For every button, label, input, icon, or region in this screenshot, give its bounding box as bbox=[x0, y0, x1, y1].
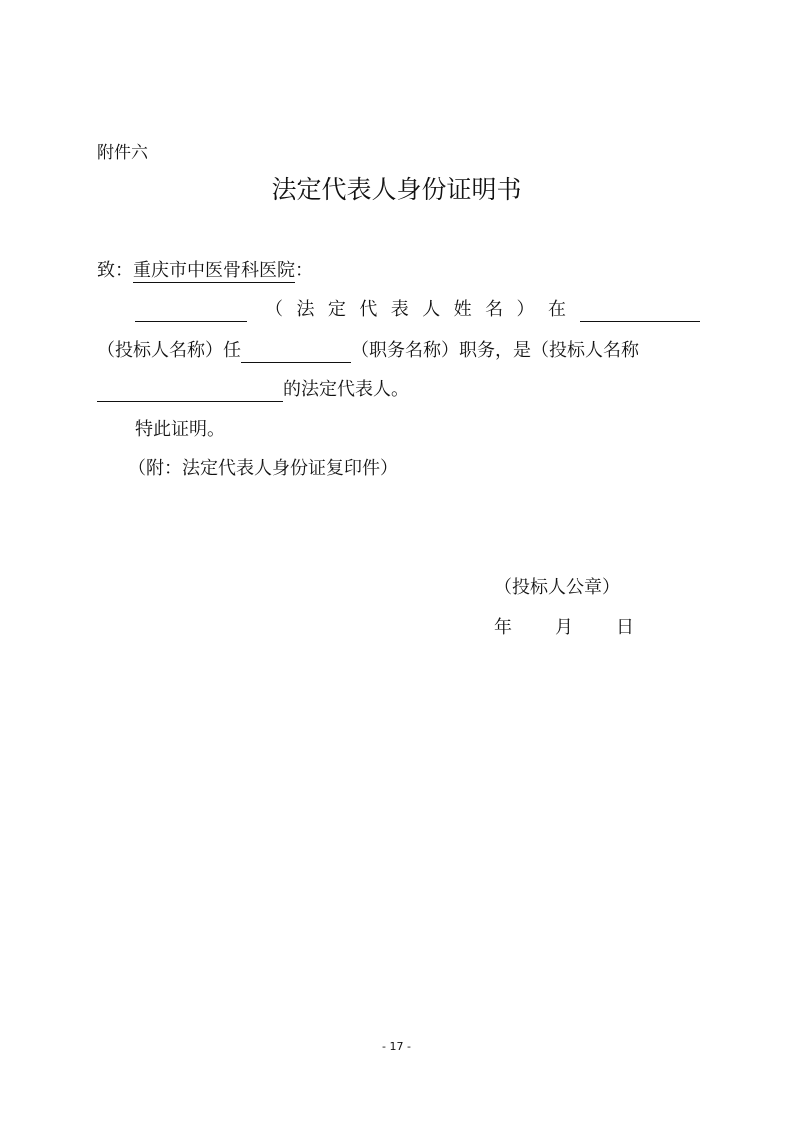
bidder-name-blank-2[interactable] bbox=[97, 383, 283, 402]
month-label: 月 bbox=[555, 617, 573, 638]
caption-char: 代 bbox=[359, 299, 378, 320]
date-line bbox=[494, 616, 634, 640]
bidder-name-caption: （投标人名称）任 bbox=[97, 340, 241, 361]
bidder-name-blank-1[interactable] bbox=[580, 303, 700, 322]
addressee-line bbox=[97, 259, 313, 283]
caption-char: 在 bbox=[547, 299, 566, 320]
caption-char: （ bbox=[265, 299, 283, 320]
caption-char: 法 bbox=[296, 299, 315, 320]
caption-char: ） bbox=[516, 299, 535, 320]
addressee-name: 重庆市中医骨科医院 bbox=[133, 260, 295, 281]
representative-name-caption bbox=[247, 298, 580, 322]
attachment-label: 附件六 bbox=[97, 143, 148, 163]
caption-char: 名 bbox=[485, 299, 504, 320]
document-title: 法定代表人身份证明书 bbox=[271, 175, 522, 204]
bidder-seal-label: （投标人公章） bbox=[494, 577, 620, 598]
legal-representative-text: 的法定代表人。 bbox=[283, 379, 409, 400]
position-name-blank[interactable] bbox=[241, 344, 351, 363]
addressee-suffix: ： bbox=[295, 260, 313, 281]
addressee-prefix: 致： bbox=[97, 260, 133, 281]
bidder-name-line bbox=[97, 378, 409, 402]
position-caption: （职务名称）职务，是（投标人名称 bbox=[351, 340, 639, 361]
day-label: 日 bbox=[616, 617, 634, 638]
certify-text: 特此证明。 bbox=[135, 419, 225, 440]
attachment-note: （附：法定代表人身份证复印件） bbox=[128, 458, 398, 479]
caption-char: 表 bbox=[390, 299, 409, 320]
page-number: - 17 - bbox=[382, 1040, 411, 1053]
representative-name-blank[interactable] bbox=[135, 303, 247, 322]
caption-char: 人 bbox=[422, 299, 441, 320]
caption-char: 定 bbox=[327, 299, 346, 320]
position-line bbox=[97, 339, 700, 363]
year-label: 年 bbox=[494, 617, 512, 638]
caption-char: 姓 bbox=[453, 299, 472, 320]
representative-name-line bbox=[135, 298, 700, 322]
